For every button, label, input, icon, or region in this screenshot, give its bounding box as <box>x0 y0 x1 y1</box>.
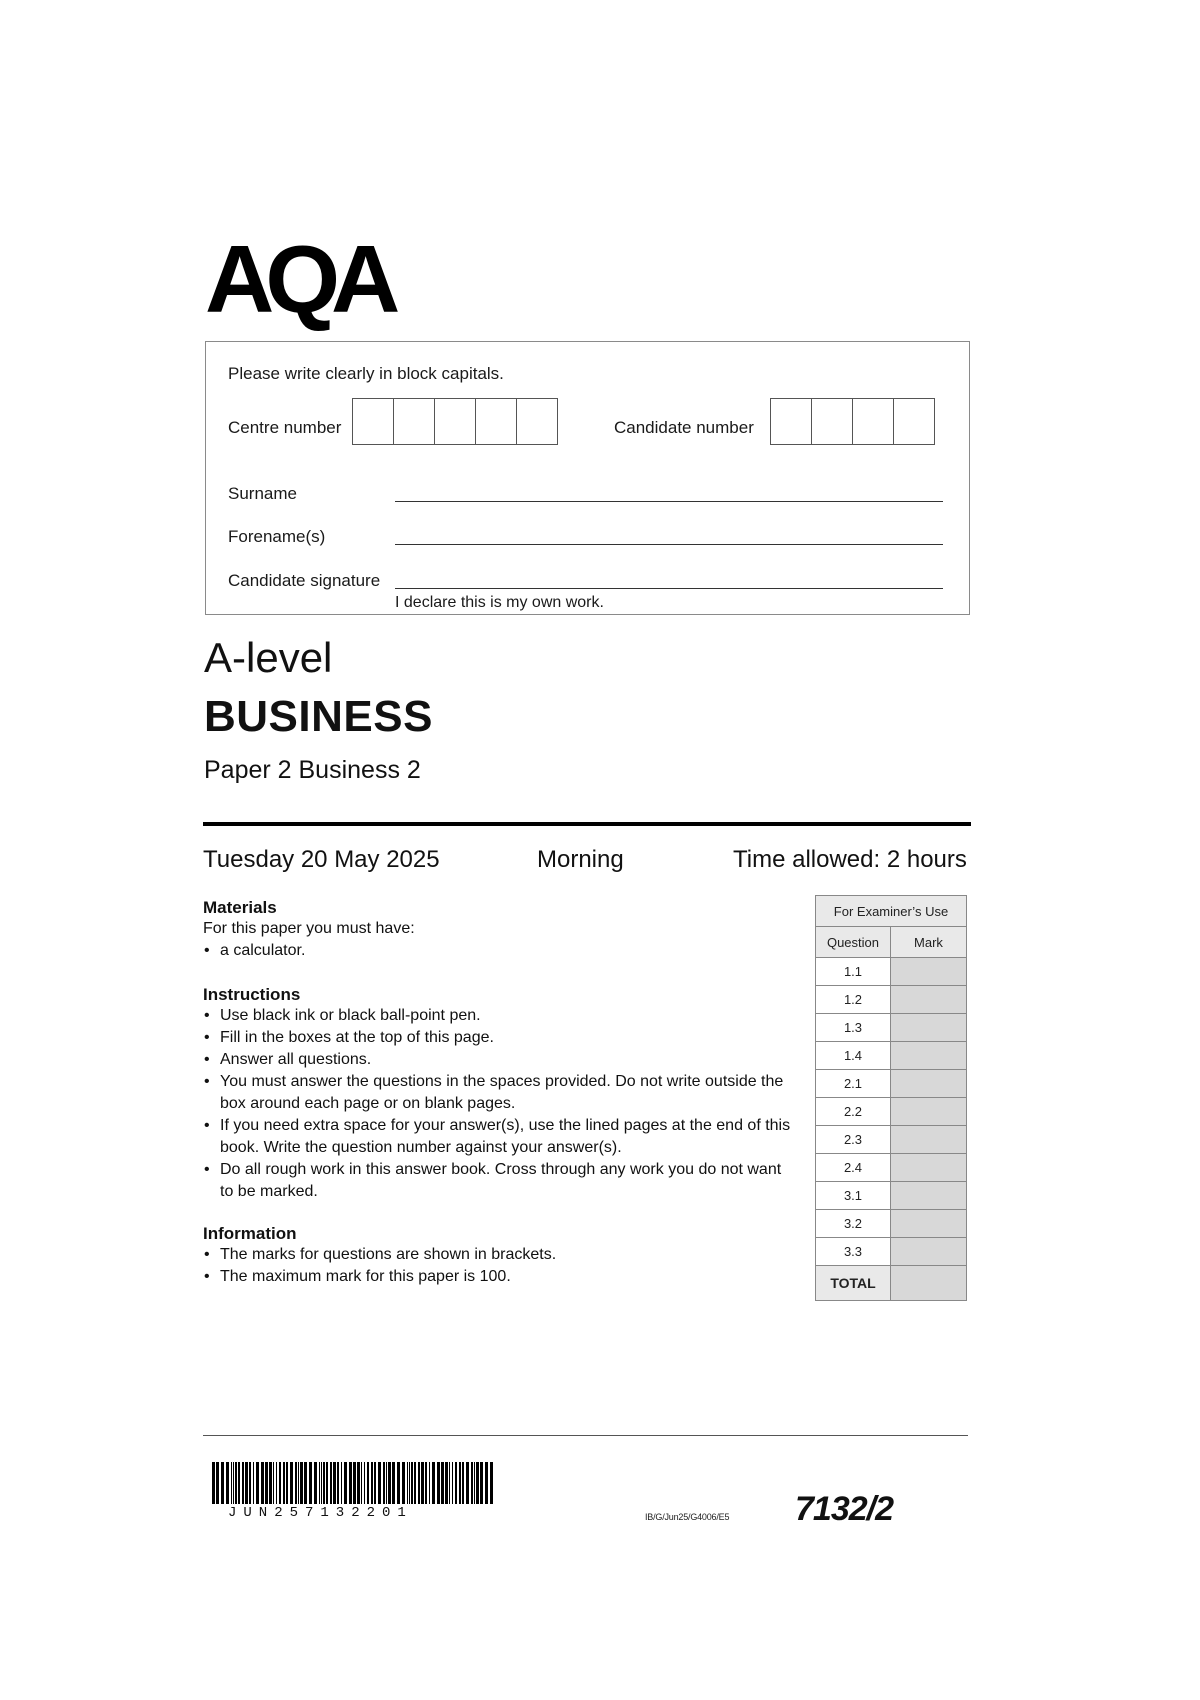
barcode-bar <box>273 1462 274 1504</box>
candidate-digit-box[interactable] <box>893 398 935 445</box>
block-capitals-note: Please write clearly in block capitals. <box>228 364 504 383</box>
barcode-bar <box>300 1462 303 1504</box>
surname-line[interactable] <box>395 501 943 502</box>
mark-cell <box>891 1154 967 1182</box>
information-item: • The maximum mark for this paper is 100. <box>203 1266 793 1288</box>
barcode-bar <box>337 1462 339 1504</box>
information-section <box>203 1224 793 1288</box>
barcode-bar <box>449 1462 450 1504</box>
barcode-bar <box>367 1462 369 1504</box>
barcode-bar <box>485 1462 488 1504</box>
time-allowed: Time allowed: 2 hours <box>733 846 967 873</box>
question-number: 2.3 <box>816 1126 891 1154</box>
barcode-bar <box>378 1462 381 1504</box>
mark-cell <box>891 1238 967 1266</box>
candidate-digit-box[interactable] <box>852 398 894 445</box>
barcode-bar <box>437 1462 440 1504</box>
barcode-bar <box>432 1462 435 1504</box>
barcode-bar <box>392 1462 395 1504</box>
barcode-bar <box>256 1462 259 1504</box>
centre-number-boxes[interactable] <box>352 398 558 445</box>
instruction-item: • Answer all questions. <box>203 1049 793 1071</box>
barcode-bar <box>279 1462 281 1504</box>
barcode-bar <box>333 1462 336 1504</box>
barcode-bar <box>269 1462 272 1504</box>
barcode-bar <box>397 1462 400 1504</box>
barcode-bar <box>321 1462 322 1504</box>
examiner-use-table <box>815 895 967 1301</box>
barcode-bar <box>455 1462 457 1504</box>
centre-digit-box[interactable] <box>352 398 394 445</box>
barcode-bar <box>374 1462 376 1504</box>
paper-code: 7132/2 <box>795 1490 893 1528</box>
mark-cell <box>891 1210 967 1238</box>
barcode-bar <box>371 1462 373 1504</box>
instruction-item: • If you need extra space for your answer(s), use the lined pages at the end of this book. Write the question number against your answer(s). <box>203 1115 793 1159</box>
aqa-logo: AQA <box>205 226 392 333</box>
barcode-bar <box>231 1462 232 1504</box>
footer-divider <box>203 1435 968 1436</box>
barcode-bar <box>418 1462 420 1504</box>
total-label: TOTAL <box>816 1266 891 1301</box>
mark-cell <box>891 1126 967 1154</box>
barcode-bar <box>309 1462 312 1504</box>
barcode-bar <box>476 1462 479 1504</box>
barcode-bar <box>349 1462 352 1504</box>
question-number: 1.3 <box>816 1014 891 1042</box>
declaration-text: I declare this is my own work. <box>395 594 604 611</box>
barcode-bar <box>402 1462 405 1504</box>
barcode-bar <box>441 1462 444 1504</box>
question-number: 3.2 <box>816 1210 891 1238</box>
barcode-number: JUN257132201 <box>228 1505 413 1521</box>
barcode-bar <box>388 1462 391 1504</box>
barcode-bar <box>249 1462 251 1504</box>
section-divider <box>203 822 971 826</box>
subject-title: BUSINESS <box>204 692 433 741</box>
forename-label: Forename(s) <box>228 527 326 546</box>
question-number: 2.1 <box>816 1070 891 1098</box>
instruction-item: • Use black ink or black ball-point pen. <box>203 1005 793 1027</box>
barcode-bar <box>283 1462 285 1504</box>
question-column-header: Question <box>816 927 891 958</box>
barcode-bar <box>462 1462 464 1504</box>
barcode-bar <box>319 1462 320 1504</box>
barcode-bar <box>421 1462 424 1504</box>
barcode-bar <box>298 1462 299 1504</box>
mark-column-header: Mark <box>891 927 967 958</box>
signature-label: Candidate signature <box>228 571 381 590</box>
question-number: 1.1 <box>816 958 891 986</box>
barcode-bar <box>245 1462 248 1504</box>
barcode-bar <box>452 1462 453 1504</box>
mark-cell <box>891 986 967 1014</box>
barcode-bar <box>261 1462 264 1504</box>
barcode-bar <box>290 1462 293 1504</box>
question-number: 2.2 <box>816 1098 891 1126</box>
materials-intro: For this paper you must have: <box>203 920 415 937</box>
barcode-bar <box>242 1462 244 1504</box>
surname-label: Surname <box>228 484 297 503</box>
barcode-bar <box>286 1462 288 1504</box>
barcode-bar <box>361 1462 362 1504</box>
barcode-bar <box>429 1462 430 1504</box>
barcode-bar <box>490 1462 493 1504</box>
centre-number-label: Centre number <box>228 418 342 437</box>
barcode-bar <box>253 1462 254 1504</box>
barcode-bar <box>474 1462 475 1504</box>
candidate-number-label: Candidate number <box>614 418 754 437</box>
instructions-heading: Instructions <box>203 985 301 1004</box>
barcode-bar <box>471 1462 473 1504</box>
barcode-bar <box>238 1462 240 1504</box>
total-mark-cell <box>891 1266 967 1301</box>
barcode-graphic <box>212 1462 497 1504</box>
materials-section <box>203 898 793 962</box>
instructions-section <box>203 985 793 1203</box>
barcode-bar <box>276 1462 277 1504</box>
signature-line[interactable] <box>395 588 943 589</box>
mark-cell <box>891 1182 967 1210</box>
question-number: 3.3 <box>816 1238 891 1266</box>
candidate-number-boxes[interactable] <box>770 398 935 445</box>
mark-cell <box>891 1070 967 1098</box>
question-number: 1.2 <box>816 986 891 1014</box>
materials-item: • a calculator. <box>203 940 793 962</box>
barcode-bar <box>304 1462 307 1504</box>
barcode-bar <box>295 1462 297 1504</box>
barcode-bar <box>344 1462 347 1504</box>
question-number: 3.1 <box>816 1182 891 1210</box>
examiner-table-heading: For Examiner’s Use <box>816 896 967 927</box>
barcode-bar <box>216 1462 219 1504</box>
barcode-bar <box>425 1462 427 1504</box>
barcode-bar <box>445 1462 448 1504</box>
centre-digit-box[interactable] <box>475 398 517 445</box>
barcode-bar <box>409 1462 410 1504</box>
barcode-bar <box>233 1462 234 1504</box>
barcode-bar <box>314 1462 317 1504</box>
barcode-bar <box>407 1462 408 1504</box>
instruction-item: • Fill in the boxes at the top of this page. <box>203 1027 793 1049</box>
mark-cell <box>891 1014 967 1042</box>
paper-title: Paper 2 Business 2 <box>204 756 421 784</box>
barcode-bar <box>226 1462 229 1504</box>
information-heading: Information <box>203 1224 297 1243</box>
barcode-bar <box>341 1462 342 1504</box>
question-number: 2.4 <box>816 1154 891 1182</box>
barcode-bar <box>353 1462 356 1504</box>
barcode-bar <box>364 1462 365 1504</box>
qualification-level: A-level <box>204 634 333 681</box>
barcode-bar <box>480 1462 483 1504</box>
barcode-bar <box>383 1462 385 1504</box>
barcode-bar <box>330 1462 332 1504</box>
document-reference: IB/G/Jun25/G4006/E5 <box>645 1512 730 1522</box>
barcode-bar <box>323 1462 325 1504</box>
barcode-bar <box>459 1462 461 1504</box>
barcode-bar <box>221 1462 224 1504</box>
mark-cell <box>891 958 967 986</box>
barcode-bar <box>212 1462 215 1504</box>
barcode-bar <box>411 1462 413 1504</box>
barcode-bar <box>466 1462 469 1504</box>
exam-date: Tuesday 20 May 2025 <box>203 846 440 873</box>
barcode-bar <box>235 1462 237 1504</box>
question-number: 1.4 <box>816 1042 891 1070</box>
candidate-digit-box[interactable] <box>811 398 853 445</box>
forename-line[interactable] <box>395 544 943 545</box>
information-item: • The marks for questions are shown in brackets. <box>203 1244 793 1266</box>
barcode-bar <box>357 1462 360 1504</box>
instruction-item: • Do all rough work in this answer book. Cross through any work you do not want to be marked. <box>203 1159 793 1203</box>
barcode-bar <box>386 1462 387 1504</box>
barcode-bar <box>414 1462 416 1504</box>
exam-session: Morning <box>537 846 624 873</box>
instruction-item: • You must answer the questions in the spaces provided. Do not write outside the box around each page or on blank pages. <box>203 1071 793 1115</box>
centre-digit-box[interactable] <box>434 398 476 445</box>
centre-digit-box[interactable] <box>393 398 435 445</box>
barcode-bar <box>326 1462 328 1504</box>
candidate-digit-box[interactable] <box>770 398 812 445</box>
mark-cell <box>891 1042 967 1070</box>
barcode-bar <box>265 1462 268 1504</box>
centre-digit-box[interactable] <box>516 398 558 445</box>
mark-cell <box>891 1098 967 1126</box>
materials-heading: Materials <box>203 898 277 917</box>
